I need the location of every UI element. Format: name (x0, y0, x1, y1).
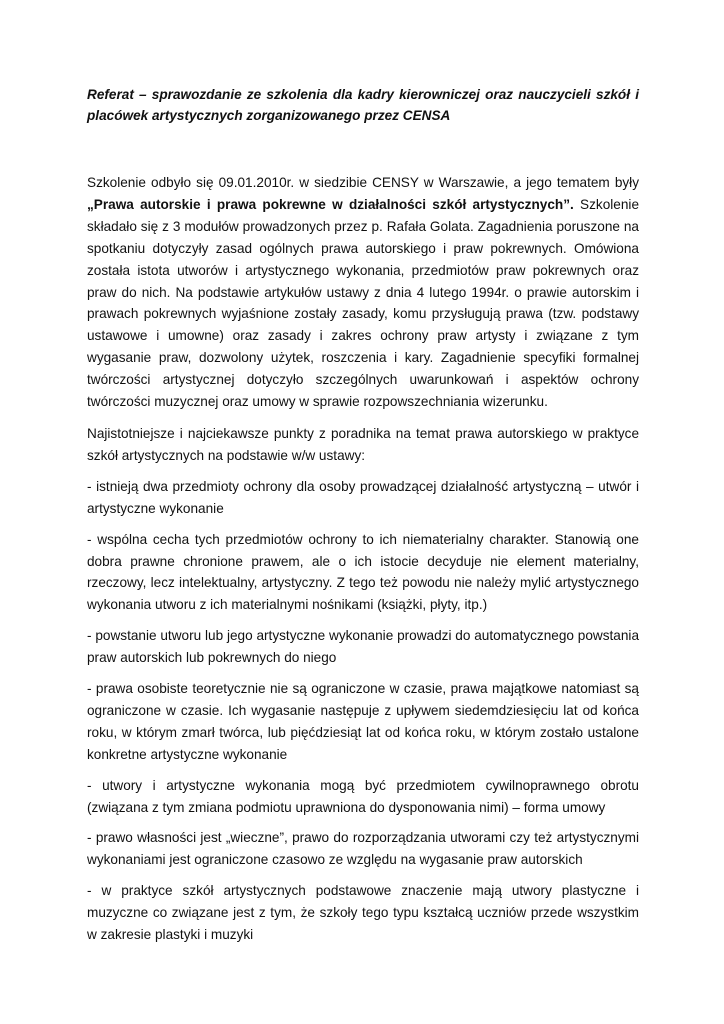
point-paragraph: - prawa osobiste teoretycznie nie są ograniczone w czasie, prawa majątkowe natomiast są ograniczone w czasie. Ich wygasanie następuje z upływem siedemdziesięciu lat od końca roku, w którym zmarł twórca, lub pięćdziesiąt lat od końca roku, w którym zostało ustalone konkretne artystyczne wykonanie (87, 681, 639, 762)
training-topic: „Prawa autorskie i prawa pokrewne w działalności szkół artystycznych”. (87, 196, 574, 212)
intro-paragraph (87, 172, 639, 413)
document-title: Referat – sprawozdanie ze szkolenia dla kadry kierowniczej oraz nauczycieli szkół i placówek artystycznych zorganizowanego przez CENSA (87, 87, 639, 123)
point-paragraph: - istnieją dwa przedmioty ochrony dla osoby prowadzącej działalność artystyczną – utwór i artystyczne wykonanie (87, 478, 639, 516)
document-page (87, 84, 639, 955)
point-paragraph: - w praktyce szkół artystycznych podstawowe znaczenie mają utwory plastyczne i muzyczne co związane jest z tym, że szkoły tego typu kształcą uczniów przede wszystkim w zakresie plastyki i muzyki (87, 883, 639, 943)
intro-text-part2: Szkolenie składało się z 3 modułów prowadzonych przez p. Rafała Golata. Zagadnienia poruszone na spotkaniu dotyczyły zasad ogólnych prawa autorskiego i praw pokrewnych. Omówiona została istota utworów i artystycznego wykonania, przedmiotów praw pokrewnych oraz praw do nich. Na podstawie artykułów ustawy z dnia 4 lutego 1994r. o prawie autorskim i prawach pokrewnych wyjaśnione zostały zasady, komu przysługują prawa (tzw. podstawy ustawowe i umowne) oraz zasady i zakres ochrony praw artysty i związane z tym wygasanie praw, dozwolony użytek, roszczenia i kary. Zagadnienie specyfiki formalnej twórczości artystycznej dotyczyło szczególnych uwarunkowań i aspektów ochrony twórczości muzycznej oraz umowy w sprawie rozpowszechniania wizerunku. (87, 196, 640, 410)
point-paragraph: - prawo własności jest „wieczne”, prawo do rozporządzania utworami czy też artystycznymi wykonaniami jest ograniczone czasowo ze względu na wygasanie praw autorskich (87, 830, 639, 868)
points-lead-paragraph: Najistotniejsze i najciekawsze punkty z poradnika na temat prawa autorskiego w praktyce szkół artystycznych na podstawie w/w ustawy: (87, 425, 639, 463)
point-paragraph: - utwory i artystyczne wykonania mogą być przedmiotem cywilnoprawnego obrotu (związana z tym zmiana podmiotu uprawniona do dysponowania nimi) – forma umowy (87, 777, 639, 815)
point-paragraph: - powstanie utworu lub jego artystyczne wykonanie prowadzi do automatycznego powstania praw autorskich lub pokrewnych do niego (87, 628, 639, 666)
intro-text-part1: Szkolenie odbyło się 09.01.2010r. w siedzibie CENSY w Warszawie, a jego tematem były (87, 175, 639, 190)
point-paragraph: - wspólna cecha tych przedmiotów ochrony to ich niematerialny charakter. Stanowią one dobra prawne chronione prawem, ale o ich istocie decyduje nie element materialny, rzeczowy, lecz intelektualny, artystyczny. Z tego też powodu nie należy mylić artystycznego wykonania utworu z ich materialnymi nośnikami (książki, płyty, itp.) (87, 531, 639, 613)
